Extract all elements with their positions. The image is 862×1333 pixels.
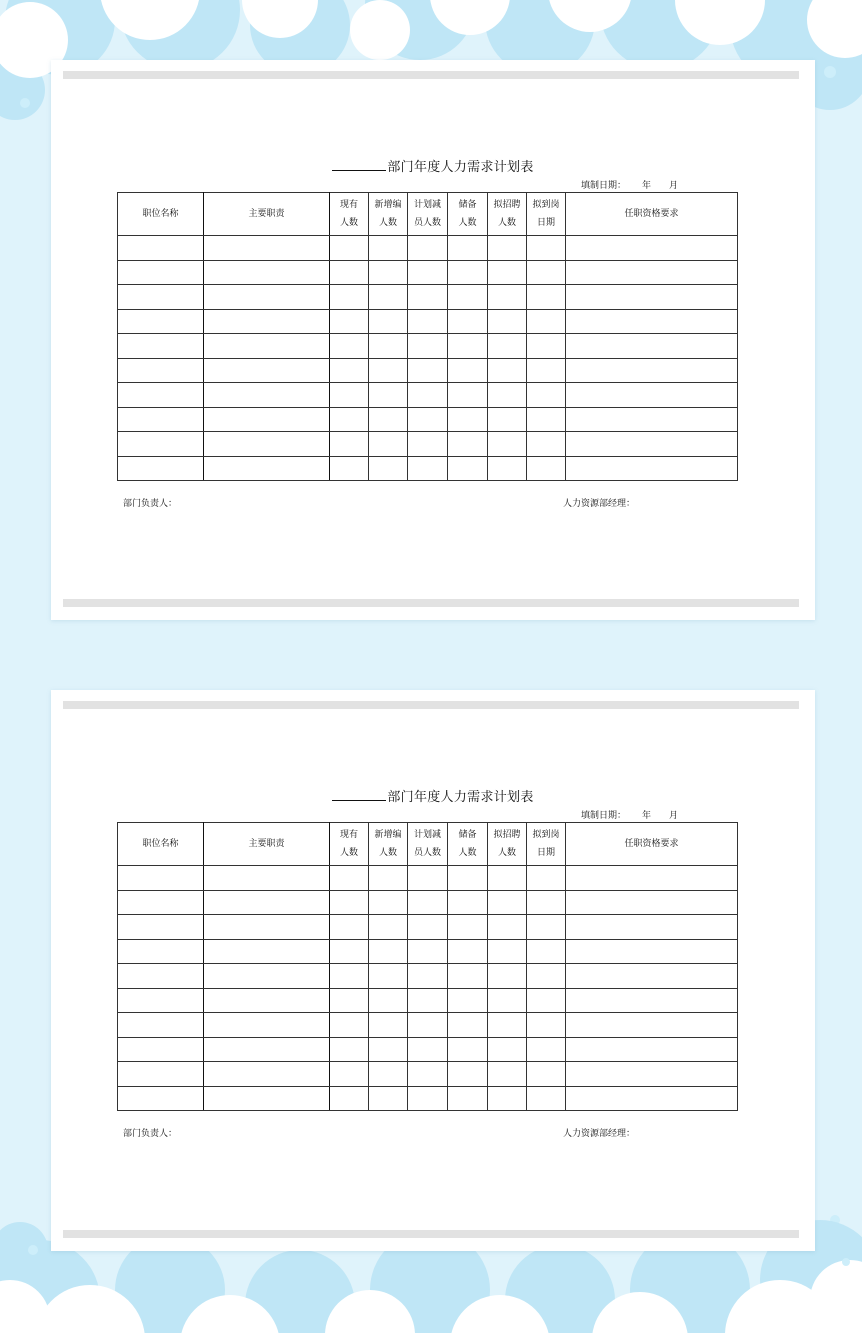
table-cell [369,383,408,408]
table-row [118,988,738,1013]
table-cell [330,309,369,334]
table-header-row [118,193,738,236]
table-cell [369,432,408,457]
table-cell [369,890,408,915]
form-title: 部门年度人力需求计划表 [51,786,815,805]
table-cell [330,358,369,383]
department-blank [332,788,386,801]
table-cell [118,285,204,310]
column-header: 任职资格要求 [566,823,738,866]
table-cell [488,1062,527,1087]
table-cell [408,456,448,481]
table-cell [204,334,330,359]
table-cell [527,334,566,359]
table-cell [566,285,738,310]
table-cell [118,1086,204,1111]
table-cell [448,432,488,457]
column-header: 拟到岗 日期 [527,823,566,866]
table-cell [448,939,488,964]
table-row [118,358,738,383]
column-header: 拟招聘 人数 [488,823,527,866]
fill-date [581,178,678,191]
table-cell [330,964,369,989]
table-cell [118,456,204,481]
table-cell [330,334,369,359]
column-header: 现有 人数 [330,823,369,866]
column-header: 拟到岗 日期 [527,193,566,236]
table-cell [369,964,408,989]
table-row [118,383,738,408]
table-cell [369,1062,408,1087]
column-header: 拟招聘 人数 [488,193,527,236]
page-top-bar [63,71,799,79]
table-cell [408,1062,448,1087]
table-cell [527,358,566,383]
fill-date-label: 填制日期： [581,181,627,191]
table-header-row [118,823,738,866]
table-cell [204,309,330,334]
table-cell [369,939,408,964]
table-cell [527,309,566,334]
table-cell [527,1037,566,1062]
table-cell [204,890,330,915]
hr-manager-signature: 人力资源部经理： [563,1129,636,1139]
table-cell [330,260,369,285]
column-header: 主要职责 [204,193,330,236]
table-cell [488,456,527,481]
year-label: 年 [642,181,652,191]
table-cell [448,1013,488,1038]
table-cell [204,939,330,964]
table-cell [204,1037,330,1062]
table-cell [448,236,488,261]
table-row [118,407,738,432]
table-cell [118,939,204,964]
table-cell [118,915,204,940]
table-cell [408,1086,448,1111]
table-cell [118,309,204,334]
fill-date [581,808,678,821]
column-header: 计划减 员人数 [408,823,448,866]
dept-head-signature: 部门负责人： [123,499,178,509]
table-cell [566,866,738,891]
month-label: 月 [669,811,679,821]
table-cell [527,260,566,285]
form-title: 部门年度人力需求计划表 [51,156,815,175]
table-cell [448,260,488,285]
table-cell [566,1086,738,1111]
table-cell [448,334,488,359]
table-cell [330,236,369,261]
table-cell [488,939,527,964]
table-cell [566,915,738,940]
table-cell [330,432,369,457]
table-cell [204,1013,330,1038]
table-cell [488,1086,527,1111]
hr-manager-signature: 人力资源部经理： [563,499,636,509]
table-cell [527,456,566,481]
table-cell [330,915,369,940]
table-cell [408,1013,448,1038]
table-cell [369,1037,408,1062]
table-cell [448,890,488,915]
table-cell [448,866,488,891]
table-cell [408,939,448,964]
page-top-bar [63,701,799,709]
table-cell [369,988,408,1013]
table-cell [204,456,330,481]
table-cell [204,285,330,310]
table-row [118,334,738,359]
column-header: 职位名称 [118,193,204,236]
table-row [118,309,738,334]
table-row [118,236,738,261]
table-cell [204,988,330,1013]
page-bottom-bar [63,1230,799,1238]
table-row [118,939,738,964]
demand-plan-table [117,822,738,1111]
table-cell [488,236,527,261]
table-cell [488,866,527,891]
column-header: 任职资格要求 [566,193,738,236]
column-header: 现有 人数 [330,193,369,236]
table-cell [527,915,566,940]
table-cell [448,309,488,334]
table-cell [448,1062,488,1087]
table-cell [369,1013,408,1038]
table-cell [527,890,566,915]
table-cell [566,260,738,285]
column-header: 职位名称 [118,823,204,866]
table-cell [408,309,448,334]
table-cell [566,890,738,915]
table-cell [566,939,738,964]
table-cell [408,407,448,432]
table-cell [566,236,738,261]
table-cell [488,915,527,940]
table-cell [204,432,330,457]
table-cell [204,358,330,383]
table-row [118,432,738,457]
table-cell [448,964,488,989]
table-cell [566,309,738,334]
table-cell [118,407,204,432]
table-cell [488,407,527,432]
column-header: 主要职责 [204,823,330,866]
table-row [118,866,738,891]
table-row [118,1037,738,1062]
table-cell [488,988,527,1013]
table-row [118,915,738,940]
table-cell [204,260,330,285]
column-header: 新增编 人数 [369,193,408,236]
table-cell [118,236,204,261]
table-cell [369,915,408,940]
table-cell [369,309,408,334]
table-cell [566,358,738,383]
table-cell [369,866,408,891]
table-cell [204,866,330,891]
table-cell [118,358,204,383]
demand-plan-table [117,192,738,481]
table-cell [330,407,369,432]
table-cell [527,1013,566,1038]
table-cell [408,890,448,915]
table-cell [204,1062,330,1087]
table-cell [488,964,527,989]
table-cell [330,1086,369,1111]
table-cell [566,1013,738,1038]
table-cell [566,456,738,481]
table-cell [408,260,448,285]
table-cell [566,988,738,1013]
table-cell [369,358,408,383]
table-cell [369,236,408,261]
table-cell [204,964,330,989]
page-bottom-bar [63,599,799,607]
table-cell [369,334,408,359]
table-cell [527,1086,566,1111]
table-cell [408,358,448,383]
year-label: 年 [642,811,652,821]
table-cell [488,309,527,334]
table-cell [448,1037,488,1062]
table-cell [330,939,369,964]
table-cell [566,407,738,432]
table-row [118,260,738,285]
table-cell [118,890,204,915]
table-cell [118,1062,204,1087]
table-cell [488,358,527,383]
table-cell [118,260,204,285]
table-cell [330,383,369,408]
column-header: 计划减 员人数 [408,193,448,236]
table-cell [330,456,369,481]
table-cell [448,988,488,1013]
table-cell [527,1062,566,1087]
form-page-1 [51,60,815,620]
table-cell [566,1062,738,1087]
table-cell [369,260,408,285]
column-header: 储备 人数 [448,823,488,866]
table-cell [369,1086,408,1111]
table-cell [369,456,408,481]
table-cell [566,1037,738,1062]
table-cell [408,915,448,940]
table-cell [408,866,448,891]
table-cell [527,236,566,261]
table-cell [118,964,204,989]
dept-head-signature: 部门负责人： [123,1129,178,1139]
table-cell [369,407,408,432]
table-cell [527,407,566,432]
table-cell [369,285,408,310]
table-cell [408,964,448,989]
table-cell [488,1013,527,1038]
table-cell [118,383,204,408]
table-cell [408,383,448,408]
fill-date-label: 填制日期： [581,811,627,821]
table-cell [448,1086,488,1111]
table-cell [448,358,488,383]
table-cell [118,334,204,359]
month-label: 月 [669,181,679,191]
table-cell [566,964,738,989]
table-cell [118,866,204,891]
table-cell [408,432,448,457]
column-header: 新增编 人数 [369,823,408,866]
table-cell [527,964,566,989]
table-cell [527,866,566,891]
table-row [118,1013,738,1038]
table-cell [204,383,330,408]
table-cell [527,939,566,964]
table-row [118,285,738,310]
table-cell [488,334,527,359]
table-cell [527,383,566,408]
table-row [118,456,738,481]
table-cell [448,915,488,940]
table-cell [408,236,448,261]
table-cell [204,407,330,432]
table-cell [566,334,738,359]
table-cell [488,285,527,310]
table-cell [330,866,369,891]
table-cell [204,1086,330,1111]
form-page-2 [51,690,815,1251]
table-cell [488,383,527,408]
table-cell [408,1037,448,1062]
table-cell [566,432,738,457]
table-cell [408,285,448,310]
table-cell [566,383,738,408]
table-cell [204,915,330,940]
table-cell [330,1037,369,1062]
table-cell [408,988,448,1013]
column-header: 储备 人数 [448,193,488,236]
table-cell [448,285,488,310]
table-cell [118,988,204,1013]
table-cell [330,285,369,310]
table-cell [448,456,488,481]
table-cell [527,988,566,1013]
table-cell [448,407,488,432]
table-cell [448,383,488,408]
table-cell [527,432,566,457]
table-cell [330,1062,369,1087]
table-row [118,964,738,989]
table-cell [204,236,330,261]
table-cell [488,432,527,457]
table-cell [488,260,527,285]
table-cell [118,1013,204,1038]
table-cell [330,988,369,1013]
department-blank [332,158,386,171]
table-row [118,1086,738,1111]
table-cell [330,1013,369,1038]
table-cell [118,1037,204,1062]
table-cell [408,334,448,359]
table-cell [527,285,566,310]
table-cell [118,432,204,457]
table-cell [330,890,369,915]
table-row [118,1062,738,1087]
table-row [118,890,738,915]
table-cell [488,890,527,915]
table-cell [488,1037,527,1062]
